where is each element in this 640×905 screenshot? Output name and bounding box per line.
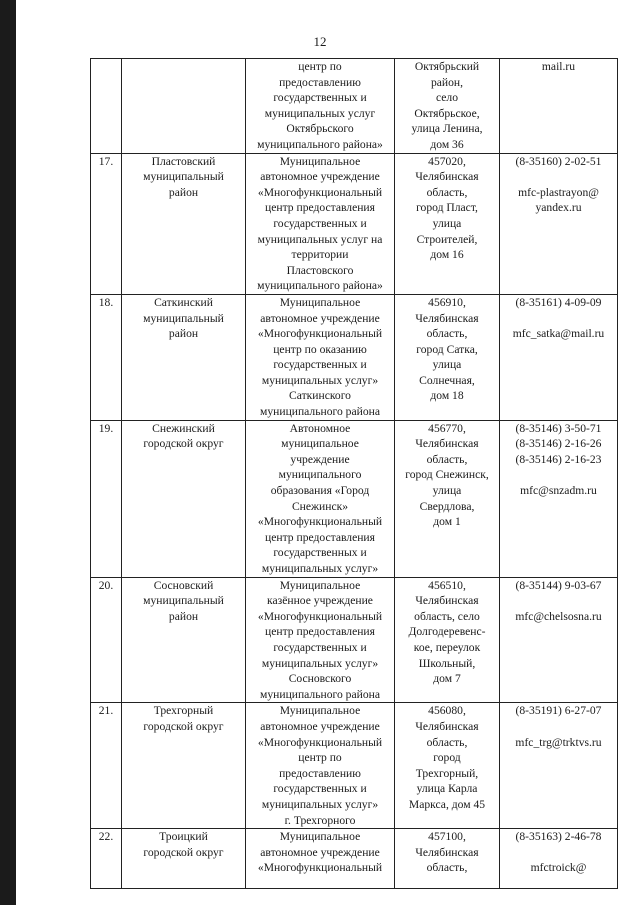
organization-cell <box>246 294 395 420</box>
cell-line: район <box>168 327 199 341</box>
cell-line: mfc@snzadm.ru <box>520 484 597 498</box>
cell-line: Октябрьское, <box>414 106 480 120</box>
row-number: 22. <box>91 829 122 889</box>
cell-line: муниципальный <box>143 311 224 325</box>
cell-line: государственных и <box>273 640 367 654</box>
cell-line: муниципального района» <box>257 279 383 293</box>
row-number: 21. <box>91 703 122 829</box>
cell-line: улица Карла <box>416 782 478 796</box>
cell-line: центр предоставления <box>265 201 375 215</box>
table-row <box>91 153 618 294</box>
address-cell <box>395 59 500 154</box>
table-row <box>91 420 618 577</box>
spacer <box>502 593 615 609</box>
cell-line: дом 1 <box>433 515 461 529</box>
row-number: 19. <box>91 420 122 577</box>
cell-line: Пластовского <box>286 263 354 277</box>
contacts-cell <box>500 420 618 577</box>
cell-line: Челябинская <box>415 594 479 608</box>
cell-line: предоставлению <box>279 75 361 89</box>
cell-line: центр по <box>298 751 342 765</box>
cell-line: Челябинская <box>415 437 479 451</box>
cell-line: Строителей, <box>416 232 478 246</box>
contacts-cell <box>500 59 618 154</box>
cell-line: государственных и <box>273 216 367 230</box>
cell-line: Долгодеревенс- <box>408 625 486 639</box>
organization-cell <box>246 153 395 294</box>
organization-cell <box>246 577 395 703</box>
cell-line: область, <box>426 861 468 875</box>
cell-line: mfc_trg@trktvs.ru <box>515 735 602 749</box>
cell-line: Муниципальное <box>279 830 361 844</box>
cell-line: город Сатка, <box>416 342 478 356</box>
address-cell <box>395 703 500 829</box>
cell-line: город Пласт, <box>416 201 478 215</box>
cell-line: муниципальный <box>143 594 224 608</box>
cell-line: область, <box>426 185 468 199</box>
cell-line: кое, переулок <box>413 640 481 654</box>
spacer <box>502 467 615 483</box>
cell-line: Снежинск» <box>291 499 349 513</box>
contacts-cell <box>500 703 618 829</box>
cell-line: муниципальный <box>143 170 224 184</box>
spacer <box>502 169 615 185</box>
row-number <box>91 59 122 154</box>
cell-line: «Многофункциональный <box>257 735 383 749</box>
district-cell <box>122 294 246 420</box>
cell-line: муниципальных услуг» <box>261 656 379 670</box>
cell-line: улица <box>432 358 462 372</box>
contacts-cell <box>500 294 618 420</box>
cell-line: mfc-plastrayon@ <box>518 185 599 199</box>
cell-line: Октябрьский <box>414 60 480 73</box>
cell-line: учреждение <box>290 452 350 466</box>
address-cell <box>395 577 500 703</box>
cell-line: область, село <box>414 609 480 623</box>
cell-line: Октябрьского <box>286 122 354 136</box>
cell-line: Челябинская <box>415 719 479 733</box>
cell-line: дом 7 <box>433 672 461 686</box>
cell-line: 456080, <box>428 704 466 718</box>
cell-line: улица <box>432 484 462 498</box>
cell-line: Свердлова, <box>419 499 475 513</box>
cell-line: Маркса, дом 45 <box>408 797 486 811</box>
cell-line: 456910, <box>428 295 466 309</box>
cell-line: муниципальных услуг на <box>257 232 383 246</box>
cell-line: Пластовский <box>151 154 216 168</box>
cell-line: муниципального района <box>260 687 380 701</box>
district-cell <box>122 703 246 829</box>
cell-line: Муниципальное <box>279 578 361 592</box>
spacer <box>502 311 615 327</box>
cell-line: государственных и <box>273 358 367 372</box>
cell-line: «Многофункциональный <box>257 609 383 623</box>
organization-cell <box>246 703 395 829</box>
cell-line: mfctroick@ <box>530 861 587 875</box>
cell-line: Трехгорный <box>153 704 214 718</box>
district-cell <box>122 829 246 889</box>
table-row <box>91 294 618 420</box>
cell-line: (8-35163) 2-46-78 <box>515 830 602 844</box>
cell-line: Муниципальное <box>279 704 361 718</box>
cell-line: Муниципальное <box>279 154 361 168</box>
cell-line: (8-35191) 6-27-07 <box>515 704 602 718</box>
cell-line: автономное учреждение <box>260 311 380 325</box>
cell-line: г. Трехгорного <box>284 813 356 827</box>
cell-line: село <box>435 91 459 105</box>
contacts-cell <box>500 577 618 703</box>
cell-line: район <box>168 609 199 623</box>
row-number: 20. <box>91 577 122 703</box>
cell-line: Челябинская <box>415 311 479 325</box>
cell-line: муниципального <box>278 468 362 482</box>
cell-line: государственных и <box>273 546 367 560</box>
cell-line: Саткинский <box>154 295 213 309</box>
cell-line: Челябинская <box>415 845 479 859</box>
organization-cell <box>246 420 395 577</box>
cell-line: дом 36 <box>430 137 464 151</box>
cell-line: yandex.ru <box>535 201 582 215</box>
cell-line: 457100, <box>428 830 466 844</box>
cell-line: район <box>168 185 199 199</box>
cell-line: автономное учреждение <box>260 845 380 859</box>
organization-cell <box>246 59 395 154</box>
cell-line: улица Ленина, <box>411 122 483 136</box>
district-cell <box>122 59 246 154</box>
spacer <box>502 719 615 735</box>
address-cell <box>395 829 500 889</box>
cell-line: городской округ <box>143 845 224 859</box>
district-cell <box>122 577 246 703</box>
cell-line: Челябинская <box>415 170 479 184</box>
table-row <box>91 703 618 829</box>
cell-line: муниципальных услуг» <box>261 562 379 575</box>
cell-line: центр по оказанию <box>273 342 367 356</box>
cell-line: Саткинского <box>289 389 351 403</box>
cell-line: автономное учреждение <box>260 170 380 184</box>
cell-line: государственных и <box>273 782 367 796</box>
cell-line: центр предоставления <box>265 625 375 639</box>
cell-line: Трехгорный, <box>415 766 479 780</box>
cell-line: «Многофункциональный <box>257 515 383 529</box>
spacer <box>502 845 615 861</box>
cell-line: Школьный, <box>418 656 476 670</box>
table-row <box>91 59 618 154</box>
row-number: 17. <box>91 153 122 294</box>
cell-line: область, <box>426 452 468 466</box>
cell-line: mfc_satka@mail.ru <box>512 327 605 341</box>
district-cell <box>122 153 246 294</box>
cell-line: (8-35161) 4-09-09 <box>515 295 602 309</box>
cell-line: (8-35144) 9-03-67 <box>515 578 602 592</box>
cell-line: муниципальных услуг» <box>261 373 379 387</box>
contacts-cell <box>500 829 618 889</box>
cell-line: область, <box>426 327 468 341</box>
cell-line: предоставлению <box>279 766 361 780</box>
address-cell <box>395 294 500 420</box>
cell-line: городской округ <box>143 437 224 451</box>
cell-line: mfc@chelsosna.ru <box>515 609 602 623</box>
address-cell <box>395 153 500 294</box>
cell-line: (8-35146) 3-50-71 <box>515 421 602 435</box>
page-number: 12 <box>313 34 327 49</box>
cell-line: район, <box>430 75 464 89</box>
cell-line: муниципальных услуг <box>264 106 376 120</box>
row-number: 18. <box>91 294 122 420</box>
cell-line: центр по <box>298 60 342 73</box>
cell-line: город <box>433 751 461 765</box>
cell-line: улица <box>432 216 462 230</box>
cell-line: 456510, <box>428 578 466 592</box>
cell-line: «Многофункциональный <box>257 327 383 341</box>
scan-edge-bar <box>0 0 16 905</box>
cell-line: Солнечная, <box>419 373 475 387</box>
contacts-cell <box>500 153 618 294</box>
cell-line: Троицкий <box>159 830 208 844</box>
cell-line: образования «Город <box>270 484 370 498</box>
table-row <box>91 829 618 889</box>
cell-line: муниципального района» <box>257 137 383 151</box>
cell-line: область, <box>426 735 468 749</box>
cell-line: Снежинский <box>152 421 215 435</box>
cell-line: 457020, <box>428 154 466 168</box>
cell-line: «Многофункциональный <box>257 185 383 199</box>
cell-line: Сосновского <box>288 672 352 686</box>
cell-line: «Многофункциональный <box>257 861 383 875</box>
cell-line: (8-35160) 2-02-51 <box>515 154 602 168</box>
cell-line: казённое учреждение <box>267 594 373 608</box>
cell-line: Муниципальное <box>279 295 361 309</box>
district-cell <box>122 420 246 577</box>
cell-line: территории <box>291 248 349 262</box>
cell-line: автономное учреждение <box>260 719 380 733</box>
cell-line: дом 16 <box>430 248 464 262</box>
cell-line: Сосновский <box>153 578 214 592</box>
cell-line: 456770, <box>428 421 466 435</box>
cell-line: городской округ <box>143 719 224 733</box>
cell-line: муниципальное <box>281 437 359 451</box>
organization-cell <box>246 829 395 889</box>
cell-line: муниципальных услуг» <box>261 797 379 811</box>
cell-line: муниципального района <box>260 405 380 419</box>
table-row <box>91 577 618 703</box>
cell-line: центр предоставления <box>265 530 375 544</box>
cell-line: дом 18 <box>430 389 464 403</box>
mfc-table <box>90 58 618 889</box>
address-cell <box>395 420 500 577</box>
cell-line: (8-35146) 2-16-26 <box>515 437 602 451</box>
cell-line: город Снежинск, <box>405 468 489 482</box>
cell-line: (8-35146) 2-16-23 <box>515 452 602 466</box>
cell-line: Автономное <box>289 421 351 435</box>
cell-line: mail.ru <box>541 60 576 73</box>
cell-line: государственных и <box>273 91 367 105</box>
